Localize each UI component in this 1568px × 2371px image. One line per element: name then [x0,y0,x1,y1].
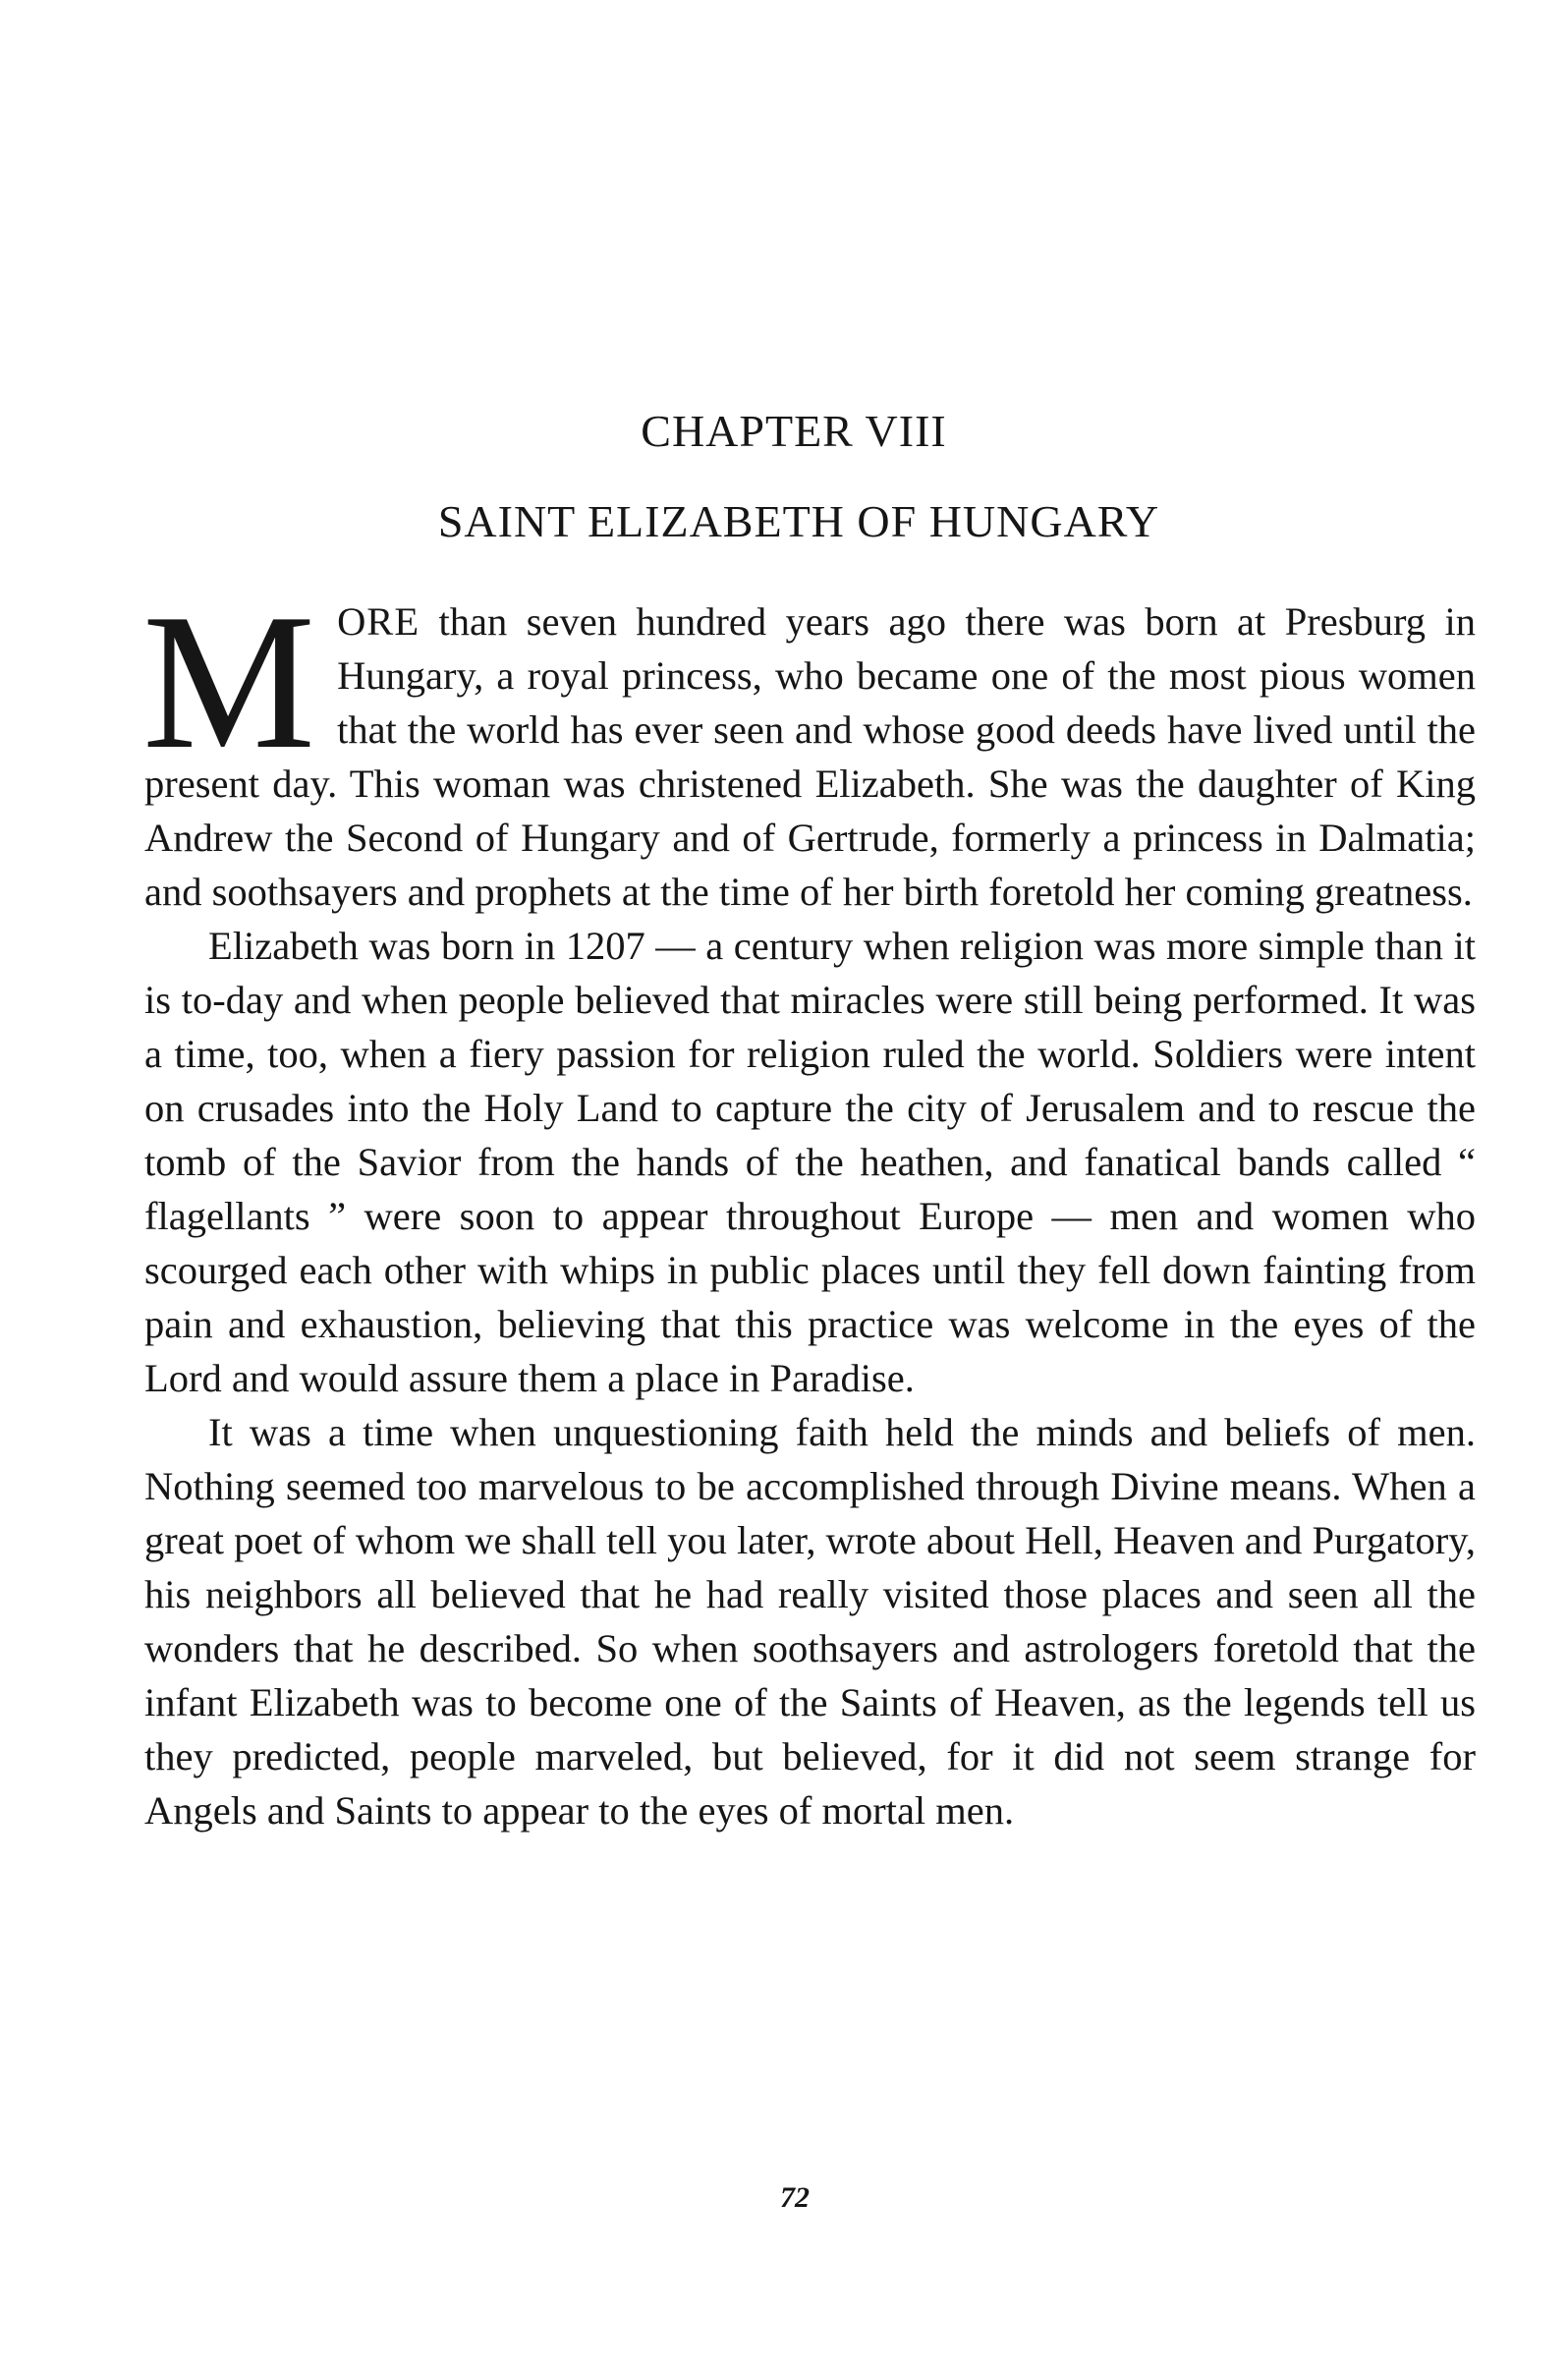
lead-word: ORE [337,599,420,644]
chapter-title: SAINT ELIZABETH OF HUNGARY [437,496,1160,546]
page-number: 72 [780,2181,810,2214]
paragraph-1 [142,574,1476,919]
chapter-body [142,574,1476,1837]
paragraph-2: Elizabeth was born in 1207 — a century when religion was more simple than it is to-day and when people believed that miracles were still being performed. It was a time, too, when a fiery passion for religion ruled the world. Soldiers were intent on crusades into the Holy Land to capture the city of Jerusalem and to rescue the tomb of the Savior from the hands of the heathen, and fanatical bands called “ flagellants ” were soon to appear throughout Europe — men and women who scourged each other with whips in public places until they fell down fainting from pain and exhaustion, believing that this practice was welcome in the eyes of the Lord and would assure them a place in Paradise. [144,924,1476,1400]
paragraph-3: It was a time when unquestioning faith held the minds and beliefs of men. Nothing seemed too marvelous to be accomplished through Divine means. When a great poet of whom we shall tell you later, wrote about Hell, Heaven and Purgatory, his neighbors all believed that he had really visited those places and seen all the wonders that he described. So when soothsayers and astrologers foretold that the infant Elizabeth was to become one of the Saints of Heaven, as the legends tell us they predicted, people marveled, but believed, for it did not seem strange for Angels and Saints to appear to the eyes of mortal men. [144,1410,1476,1833]
paragraph-1-text: than seven hundred years ago there was born at Presburg in Hungary, a royal princess, who became one of the most pious women that the world has ever seen and whose good deeds have lived until the present day. This woman was christened Elizabeth. She was the daughter of King Andrew the Second of Hungary and of Gertrude, formerly a princess in Dalmatia; and soothsayers and prophets at the time of her birth foretold her coming greatness. [144,599,1476,914]
drop-cap-initial: M [142,574,316,789]
chapter-number: CHAPTER VIII [641,406,947,456]
